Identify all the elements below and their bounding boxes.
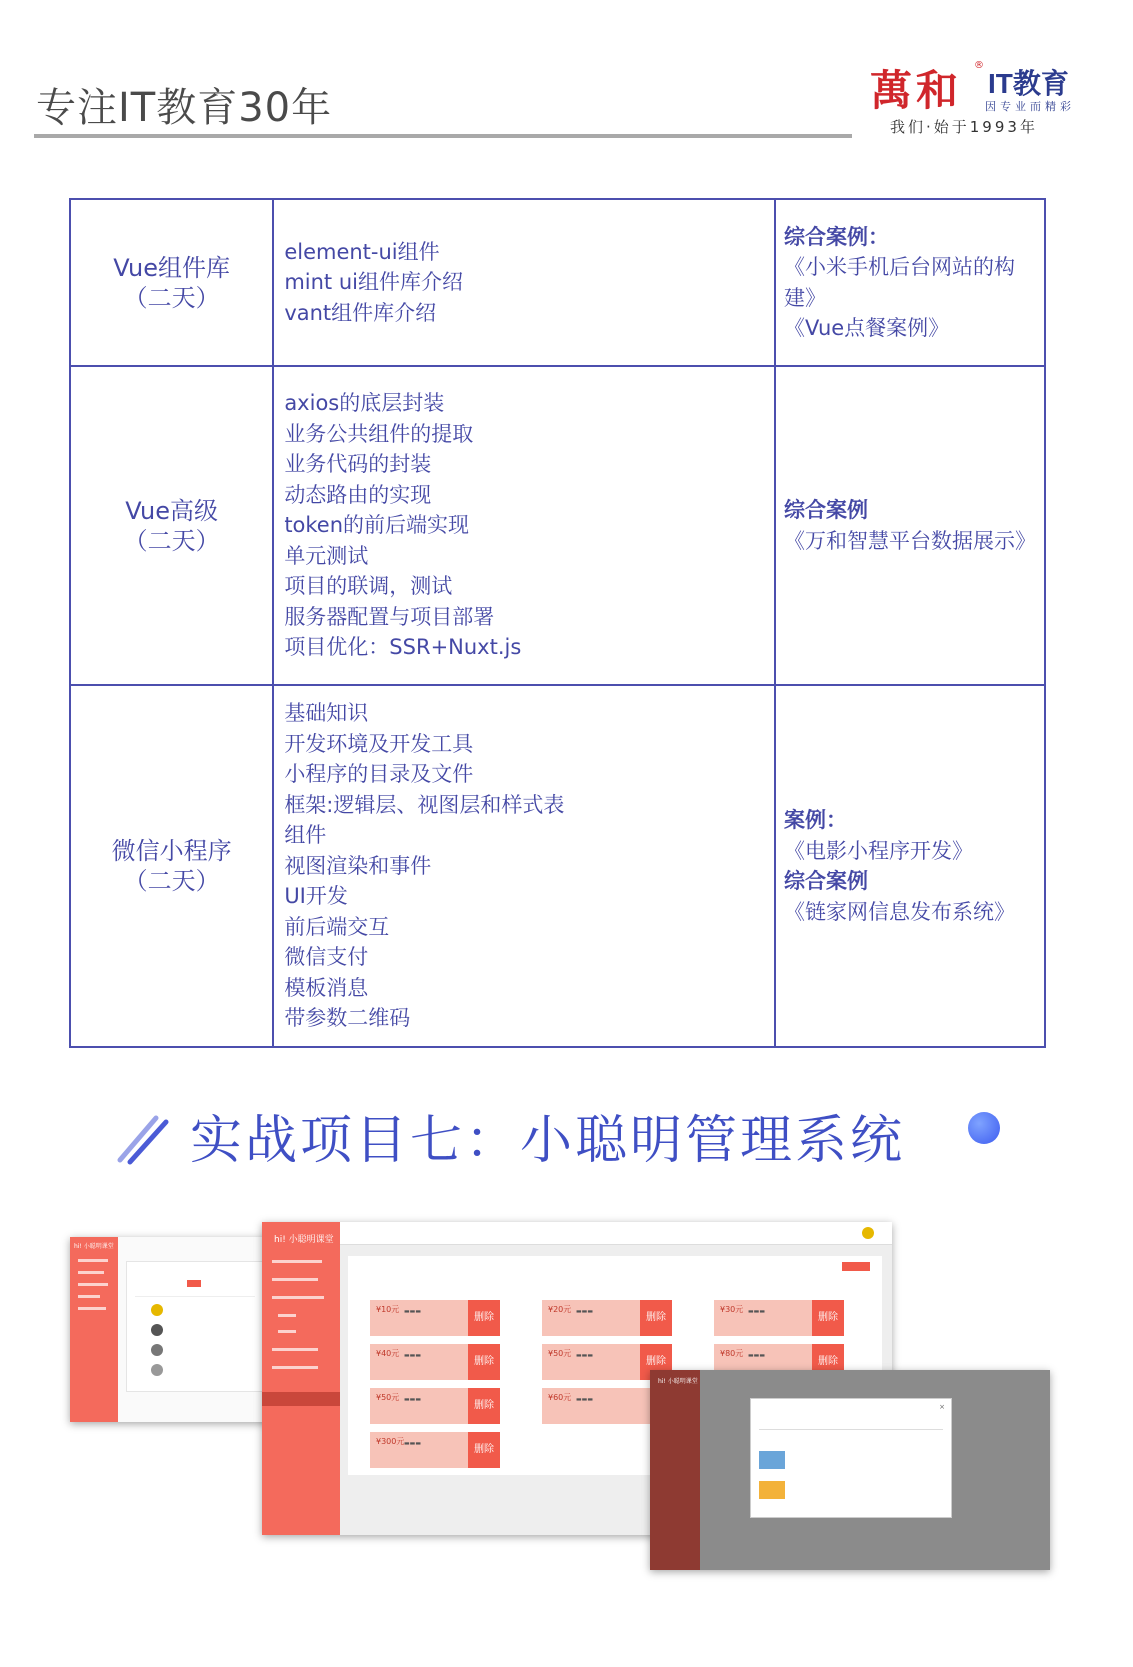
delete-button[interactable]: 删除 xyxy=(640,1344,672,1380)
logo-tagline: 因专业而精彩 xyxy=(985,100,1075,113)
page-header-title: 专注IT教育30年 xyxy=(36,85,333,131)
coupon-price: ¥40元 xyxy=(376,1349,400,1358)
course-cases-cell xyxy=(775,685,1045,1047)
delete-button[interactable]: 删除 xyxy=(640,1300,672,1336)
course-duration: （二天） xyxy=(123,283,220,312)
delete-button[interactable]: 删除 xyxy=(468,1300,500,1336)
sidebar-menu-line xyxy=(278,1314,296,1317)
coupon-text: ▬▬▬ xyxy=(404,1352,422,1359)
coupon-text: ▬▬▬ xyxy=(748,1352,766,1359)
case-heading: 综合案例 xyxy=(784,498,868,522)
case-item: 《链家网信息发布系统》 xyxy=(784,899,1015,924)
course-thumbnail xyxy=(759,1481,785,1499)
course-name-line: 微信小程序 xyxy=(111,837,232,865)
course-topics-cell xyxy=(273,685,775,1047)
delete-button[interactable]: 删除 xyxy=(812,1344,844,1380)
app-title: hi! 小聪明课堂 xyxy=(74,1243,114,1250)
sidebar-menu-line xyxy=(272,1296,324,1299)
logo-slogan: 我们·始于1993年 xyxy=(890,118,1038,136)
coupon-price: ¥300元 xyxy=(376,1437,405,1446)
app-title: hi! 小聪明课堂 xyxy=(274,1235,334,1245)
coupon-text: ▬▬▬ xyxy=(576,1396,594,1403)
sidebar-item-active[interactable] xyxy=(262,1392,340,1406)
topic-item: 框架:逻辑层、视图层和样式表 xyxy=(284,792,565,817)
topic-item: 前后端交互 xyxy=(284,914,390,939)
topic-item: 微信支付 xyxy=(284,945,369,970)
logo-registered-mark: ® xyxy=(974,60,984,71)
course-cases-cell xyxy=(775,366,1045,685)
sidebar-menu-line xyxy=(78,1259,108,1262)
sidebar-menu-line xyxy=(272,1348,318,1351)
coupon-text: ▬▬▬ xyxy=(576,1352,594,1359)
delete-button[interactable]: 删除 xyxy=(812,1300,844,1336)
topic-item: 动态路由的实现 xyxy=(284,482,432,507)
case-item: 建》 xyxy=(784,285,826,310)
sidebar-menu-line xyxy=(278,1330,296,1333)
course-duration: （二天） xyxy=(123,867,220,895)
course-topics-cell xyxy=(273,366,775,685)
topic-item: 小程序的目录及文件 xyxy=(284,762,474,787)
coupon-text: ▬▬▬ xyxy=(748,1308,766,1315)
topic-item: vant组件库介绍 xyxy=(284,300,437,325)
sidebar-menu-line xyxy=(272,1260,322,1263)
screenshot-user-list xyxy=(70,1237,270,1422)
coupon-card xyxy=(370,1300,500,1336)
sidebar-menu-line xyxy=(78,1271,104,1274)
app-title: hi! 小聪明课堂 xyxy=(658,1378,698,1385)
case-item: 《电影小程序开发》 xyxy=(784,838,973,863)
course-topics-cell xyxy=(273,199,775,366)
slash-decoration-icon xyxy=(112,1108,172,1168)
case-item: 《万和智慧平台数据展示》 xyxy=(784,528,1036,553)
order-detail-dialog xyxy=(750,1398,952,1518)
case-heading: 综合案例： xyxy=(784,224,889,249)
avatar xyxy=(151,1304,163,1316)
topic-item: 基础知识 xyxy=(284,701,369,726)
delete-button[interactable]: 删除 xyxy=(468,1388,500,1424)
topic-item: 开发环境及开发工具 xyxy=(284,731,474,756)
header-divider xyxy=(34,134,852,138)
coupon-card xyxy=(542,1300,672,1336)
sidebar-menu-line xyxy=(272,1278,318,1281)
coupon-price: ¥20元 xyxy=(548,1305,572,1314)
topic-item: 业务代码的封装 xyxy=(284,452,432,477)
table-row xyxy=(70,199,1045,366)
sidebar-menu-line xyxy=(272,1366,318,1369)
topic-item: 业务公共组件的提取 xyxy=(284,421,474,446)
avatar xyxy=(151,1324,163,1336)
coupon-card xyxy=(714,1300,844,1336)
brand-logo xyxy=(870,58,1100,138)
course-name-cell xyxy=(70,366,273,685)
topic-item: axios的底层封装 xyxy=(284,391,445,416)
coupon-price: ¥50元 xyxy=(548,1349,572,1358)
avatar[interactable] xyxy=(862,1227,874,1239)
topic-item: 带参数二维码 xyxy=(284,1006,411,1031)
logo-brand-it: IT教育 xyxy=(988,68,1069,99)
screenshot-order-detail xyxy=(650,1370,1050,1570)
app-topbar xyxy=(340,1222,892,1245)
sidebar-menu-line xyxy=(78,1283,108,1286)
app-sidebar xyxy=(70,1237,118,1422)
user-table-panel xyxy=(126,1261,264,1392)
coupon-price: ¥80元 xyxy=(720,1349,744,1358)
coupon-price: ¥10元 xyxy=(376,1305,400,1314)
project-heading: 实战项目七：小聪明管理系统 xyxy=(190,1111,906,1171)
course-table xyxy=(69,198,1046,1048)
case-heading: 案例： xyxy=(784,808,847,832)
search-button[interactable] xyxy=(187,1280,201,1287)
table-row xyxy=(70,685,1045,1047)
sidebar-menu-line xyxy=(78,1307,106,1310)
add-coupon-button[interactable] xyxy=(842,1262,870,1271)
topic-item: 服务器配置与项目部署 xyxy=(284,604,495,629)
topic-item: 项目的联调，测试 xyxy=(284,574,453,599)
dot-decoration-icon xyxy=(968,1112,1000,1144)
topic-item: 单元测试 xyxy=(284,543,369,568)
course-thumbnail xyxy=(759,1451,785,1469)
course-name-line: Vue高级 xyxy=(125,496,219,525)
delete-button[interactable]: 删除 xyxy=(468,1344,500,1380)
case-item: 《小米手机后台网站的构 xyxy=(784,255,1015,279)
topic-item: 组件 xyxy=(284,823,327,848)
sidebar-menu-line xyxy=(78,1295,100,1298)
topic-item: token的前后端实现 xyxy=(284,513,470,538)
coupon-text: ▬▬▬ xyxy=(404,1308,422,1315)
close-icon[interactable]: × xyxy=(939,1403,945,1411)
logo-brand-cn: 萬和 xyxy=(870,66,963,115)
course-name-cell xyxy=(70,685,273,1047)
topic-item: element-ui组件 xyxy=(284,239,440,264)
case-heading: 综合案例 xyxy=(784,869,868,893)
coupon-card xyxy=(370,1432,500,1468)
avatar xyxy=(151,1344,163,1356)
topic-item: mint ui组件库介绍 xyxy=(284,270,463,295)
course-duration: （二天） xyxy=(123,526,220,555)
topic-item: 模板消息 xyxy=(284,975,369,1000)
coupon-text: ▬▬▬ xyxy=(404,1440,422,1447)
course-cases-cell xyxy=(775,199,1045,366)
topic-item: UI开发 xyxy=(284,884,348,909)
coupon-price: ¥50元 xyxy=(376,1393,400,1402)
app-sidebar xyxy=(262,1222,340,1535)
avatar xyxy=(151,1364,163,1376)
coupon-text: ▬▬▬ xyxy=(404,1396,422,1403)
course-name-cell xyxy=(70,199,273,366)
table-row xyxy=(70,366,1045,685)
topic-item: 视图渲染和事件 xyxy=(284,853,432,878)
coupon-price: ¥60元 xyxy=(548,1393,572,1402)
topic-item: 项目优化：SSR+Nuxt.js xyxy=(284,635,522,660)
case-item: 《Vue点餐案例》 xyxy=(784,316,950,340)
delete-button[interactable]: 删除 xyxy=(468,1432,500,1468)
coupon-card xyxy=(370,1388,500,1424)
coupon-price: ¥30元 xyxy=(720,1305,744,1314)
coupon-card xyxy=(370,1344,500,1380)
course-name-line: Vue组件库 xyxy=(113,253,231,282)
app-sidebar xyxy=(650,1370,700,1570)
coupon-text: ▬▬▬ xyxy=(576,1308,594,1315)
